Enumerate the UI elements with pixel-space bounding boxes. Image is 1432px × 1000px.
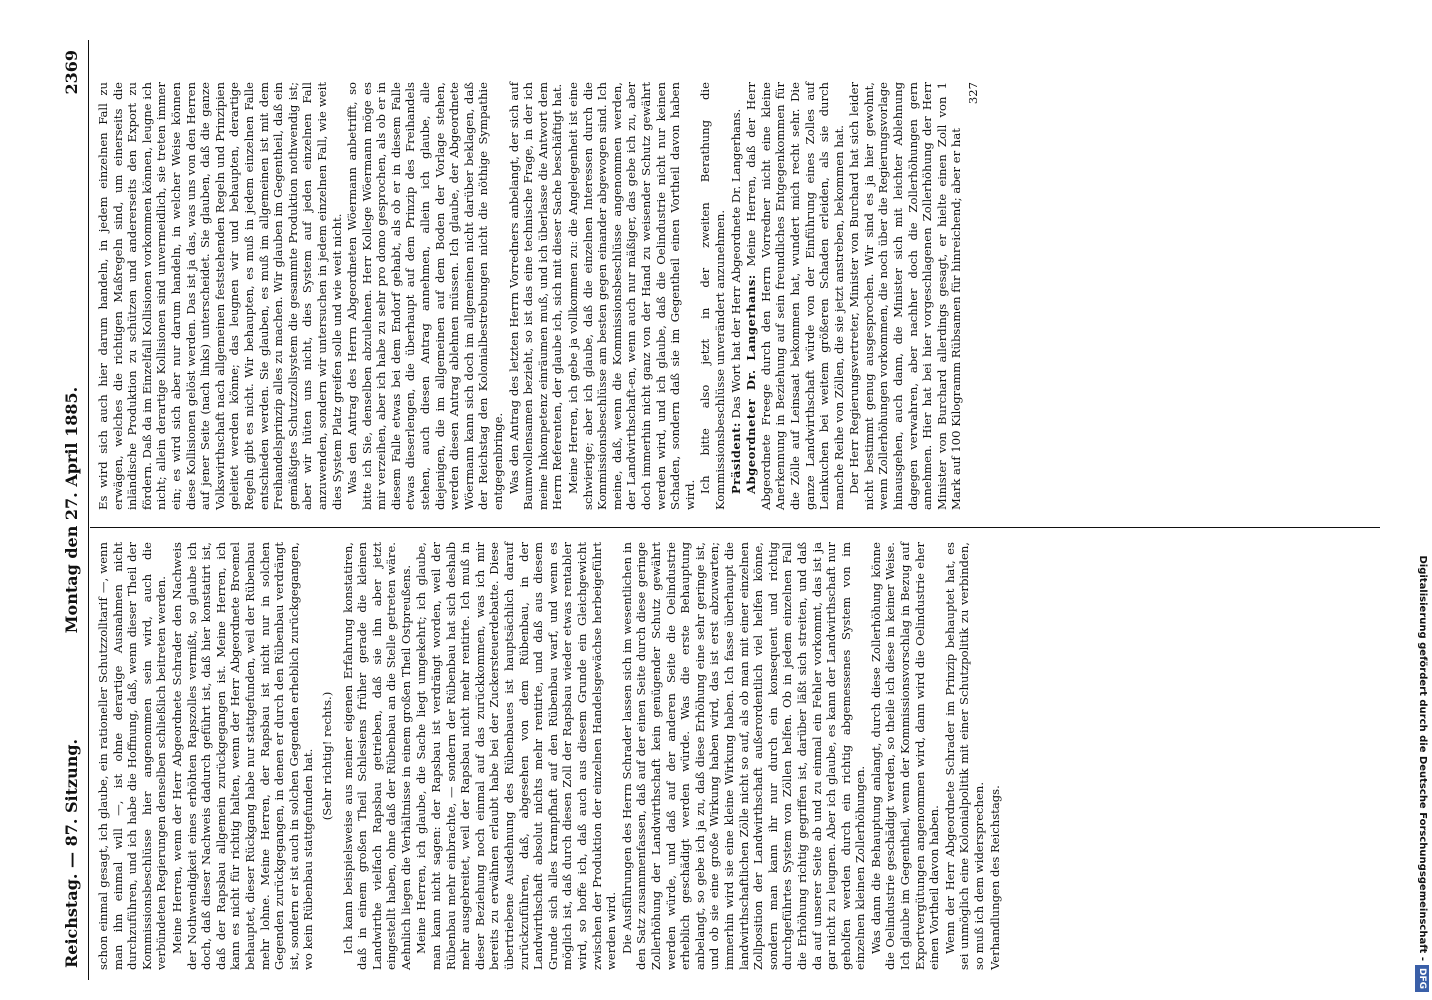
paragraph: Was den Antrag des letzten Herrn Vorredners anbelangt, der sich auf Baumwollensamen bezieht, so ist das eine technische Frage, in der ich meine Inkompetenz einräumen muß, und ich überlasse die Antwort dem Herrn Referenten, der glaube ich, sich mit dieser Sache beschäftigt hat. xyxy=(506,82,565,510)
paragraph: Meine Herren, ich gebe ja vollkommen zu: die Angelegenheit ist eine schwierige; aber ich glaube, daß die einzelnen Interessen durch die Kommissionsbeschlüsse am besten gegen einander abgewogen sind. Ich meine, daß, wenn die Kommissionsbeschlüsse angenommen werden, der Landwirthschaft-en, wenn auch nur mäßiger, das gebe ich zu, aber doch immerhin nicht ganz von der Hand zu weisender Schutz gewährt werden wird, und ich glaube, daß die Oelindustrie nicht nur keinen Schaden, sondern daß sie im Gegentheil einen Vortheil davon haben wird. xyxy=(566,82,697,510)
header-date: Montag den 27. April 1885. xyxy=(62,386,81,634)
paragraph: Die Ausführungen des Herrn Schrader lassen sich im wesentlichen in den Satz zusammenfassen, daß auf der einen Seite durch diese geringe Zollerhöhung der Landwirthschaft kein genügender Schutz gewährt werden würde, und daß auf der anderen Seite die Oelindustrie erheblich geschädigt werden würde. Was die erste Behauptung anbelangt, so gebe ich ja zu, daß diese Erhöhung eine sehr geringe ist, und ob sie eine große Wirkung haben wird, das ist erst abzuwarten; immerhin wird sie eine kleine Wirkung haben. Ich fasse überhaupt die landwirthschaftlichen Zölle nicht so auf, als ob man mit einer einzelnen Zollposition der Landwirthschaft außerordentlich viel helfen könne, sondern man kann ihr nur durch ein konsequent und richtig durchgeführtes System von Zöllen helfen. Ob in jedem einzelnen Fall die Erhöhung richtig gegriffen ist, darüber läßt sich streiten, und daß da auf unserer Seite ab und zu einmal ein Fehler vorkommt, das ist ja gar nicht zu leugnen. Aber ich glaube, es kann der Landwirthschaft nur geholfen werden durch ein richtig abgemessenes System von im einzelnen kleinen Zollerhöhungen. xyxy=(619,542,868,970)
right-column xyxy=(96,82,982,510)
speaker-label: Abgeordneter Dr. Langerhans: xyxy=(744,274,759,494)
page-header xyxy=(60,40,86,980)
left-column xyxy=(96,542,1003,970)
paragraph: Wenn der Herr Abgeordnete Schrader im Prinzip behauptet hat, es sei unmöglich eine Kolonialpolitik mit einer Schutzpolitik zu verbinden, so muß ich dem widersprechen. xyxy=(942,542,987,970)
paragraph: schon einmal gesagt, ich glaube, ein rationeller Schutzzolltarif —, wenn man ihn einmal will —, ist ohne derartige Ausnahmen nicht durchzuführen, und ich habe die Hoffnung, daß, wenn dieser Theil der Kommissionsbeschlüsse hier angenommen sein wird, auch die verbündeten Regierungen denselben schließlich beitreten werden. xyxy=(96,542,169,970)
dfg-logo: DFG xyxy=(1415,965,1429,992)
paragraph: Ich bitte also jetzt in der zweiten Berathung die Kommissionsbeschlüsse unverändert anzunehmen. xyxy=(698,82,727,510)
digitization-strip xyxy=(1412,0,1432,1000)
digitization-text: Digitalisierung gefördert durch die Deutsche Forschungsgemeinschaft - xyxy=(1417,555,1428,961)
column-divider xyxy=(90,527,1380,528)
page-body xyxy=(60,40,1430,980)
paragraph: Ich kann beispielsweise aus meiner eigenen Erfahrung konstatiren, daß in einem großen Theil Schlesiens früher gerade die kleinen Landwirthe vielfach Rapsbau getrieben, daß sie ihn aber jetzt eingestellt haben, ohne daß der Rübenbau an die Stelle getreten wäre. Aehnlich liegen die Verhältnisse in einem großen Theil Ostpreußens. xyxy=(340,542,413,970)
president-text: Das Wort hat der Herr Abgeordnete Dr. Langerhans. xyxy=(728,108,743,419)
president-remark xyxy=(729,82,744,510)
paragraph: Meine Herren, ich glaube, die Sache liegt umgekehrt; ich glaube, man kann nicht sagen: der Rapsbau ist verdrängt worden, weil der Rübenbau mehr einbrachte, — sondern der Rübenbau hat sich deshalb mehr ausgebreitet, weil der Rapsbau nicht mehr rentirte. Ich muß in dieser Beziehung noch einmal auf das zurückkommen, was ich mir bereits zu erwähnen erlaubt habe bei der Zuckersteuerdebatte. Diese übertriebene Ausdehnung des Rübenbaues ist hauptsächlich darauf zurückzuführen, daß, abgesehen von dem Rübenbau, in der Landwirthschaft absolut nichts mehr rentirte, und daß aus diesem Grunde sich alles krampfhaft auf den Rübenbau warf, und wenn es möglich ist, daß durch diesen Zoll der Rapsbau wieder etwas rentabler wird, so hoffe ich, daß auch aus diesem Grunde ein Gleichgewicht zwischen der Produktion der einzelnen Handelsgewächse herbeigeführt werden wird. xyxy=(414,542,619,970)
sheet-signature: 327 xyxy=(966,82,981,105)
speaker-label: Präsident: xyxy=(728,422,743,494)
interjection: (Sehr richtig! rechts.) xyxy=(319,691,334,821)
digitization-note xyxy=(1412,0,1432,1000)
paragraph: Meine Herren, wenn der Herr Abgeordnete Schrader den Nachweis der Nothwendigkeit eines erhöhten Rapszolles vermißt, so glaube ich doch, daß dieser Nachweis dadurch geführt ist, daß hier konstatirt ist, daß der Rapsbau allgemein zurückgegangen ist. Meine Herren, ich kann es nicht für richtig halten, wenn der Herr Abgeordnete Broemel behauptet, dieser Rückgang habe nur stattgefunden, weil der Rübenbau mehr lohne. Meine Herren, der Rapsbau ist nicht nur in solchen Gegenden zurückgegangen, in denen er durch den Rübenbau verdrängt ist, sondern er ist auch in solchen Gegenden erheblich zurückgegangen, wo kein Rübenbau stattgefunden hat. xyxy=(169,542,316,970)
paragraph: Es wird sich auch hier darum handeln, in jedem einzelnen Fall zu erwägen, welches die richtigen Maßregeln sind, um einerseits die inländische Produktion zu schützen und andererseits den Export zu fördern. Daß da im Einzelfall Kollisionen vorkommen können, leugne ich nicht; allein derartige Kollisionen sind unvermeidlich, sie treten immer ein; es wird sich aber nur darum handeln, in welcher Weise können diese Kollisionen gelöst werden. Das ist ja das, was uns von den Herren auf jener Seite (nach links) unterscheidet. Sie glauben, daß die ganze Volkswirthschaft nach allgemeinen feststehenden Regeln und Prinzipien geleitet werden könne; das leugnen wir und behaupten, derartige Regeln gibt es nicht. Wir behaupten, es muß in jedem einzelnen Falle entschieden werden. Sie glauben, es muß im allgemeinen ist mit dem Freihandelsprinzip alles zu machen. Wir glauben im Gegentheil, daß ein gemäßigtes Schutzzollsystem die gesammte Produktion nothwendig ist; aber wir hüten uns nicht, dies System auf jeden einzelnen Fall anzuwenden, sondern wir untersuchen in jedem einzelnen Fall, wie weit dies System Platz greifen solle und wie weit nicht. xyxy=(96,82,344,510)
paragraph: Der Herr Regierungsvertreter, Minister von Burchard hat sich leider nicht bestimmt genug ausgesprochen. Wir sind es ja hier gewohnt, wenn Zollerhöhungen vorkommen, die noch über die Regierungsvorlage hinausgehen, auch dann, die Minister sich mit leichter Ablehnung dagegen verwahren, aber nachher doch die Zollerhöhungen gern annehmen. Hier hat bei hier vorgeschlagenen Zollerhöhung der Herr Minister von Burchard allerdings gesagt, er hielte einen Zoll von 1 Mark auf 100 Kilogramm Rübsamen für hinreichend; aber er hat xyxy=(847,82,964,510)
speech-text: Meine Herren, daß der Herr Abgeordnete Freege durch den Herrn Vorredner nicht eine kleine Anerkennung in Beziehung auf sein freundliches Entgegenkommen für die Zölle auf Leinsaat bekommen hat, wundert mich recht sehr. Die ganze Landwirthschaft würde von der Einführung eines Zolles auf Leinkuchen bei weitem größeren Schaden erleiden, als sie durch manche Reihe von Zöllen, die sie jetzt anstreben, bekommen hat. xyxy=(744,82,846,510)
header-rule xyxy=(88,40,89,980)
footer-source: Verhandlungen des Reichstags. xyxy=(987,785,1002,970)
langerhans-speech xyxy=(744,82,846,510)
header-session: Reichstag. — 87. Sitzung. xyxy=(62,738,81,968)
paragraph: Was dann die Behauptung anlangt, durch diese Zollerhöhung könne die Oelindustrie geschädigt werden, so theile ich diese in keiner Weise. Ich glaube im Gegentheil, wenn der Kommissionsvorschlag in Bezug auf Exportvergütungen angenommen wird, dann wird die Oelindustrie eher einen Vortheil davon haben. xyxy=(868,542,942,970)
header-page-number: 2369 xyxy=(62,50,81,95)
paragraph: Was den Antrag des Herrn Abgeordneten Wöermann anbetrifft, so bitte ich Sie, denselben abzulehnen. Herr Kollege Wöermann möge es mir verzeihen, aber ich habe zu sehr pro domo gesprochen, als ob er in diesem Falle etwas bei dem Endorf gehabt, als ob er in diesem Falle etwas dieserlengen, die überhaupt auf dem Prinzip des Freihandels stehen, auch diesen Antrag annehmen, allein ich glaube, alle diejenigen, die im allgemeinen auf dem Boden der Vorlage stehen, werden diesen Antrag ablehnen müssen. Ich glaube, der Abgeordnete Wöermann kann sich doch im allgemeinen nicht darüber beklagen, daß der Reichstag den Kolonialbestrebungen nicht die nöthige Sympathie entgegenbringe. xyxy=(345,82,506,510)
